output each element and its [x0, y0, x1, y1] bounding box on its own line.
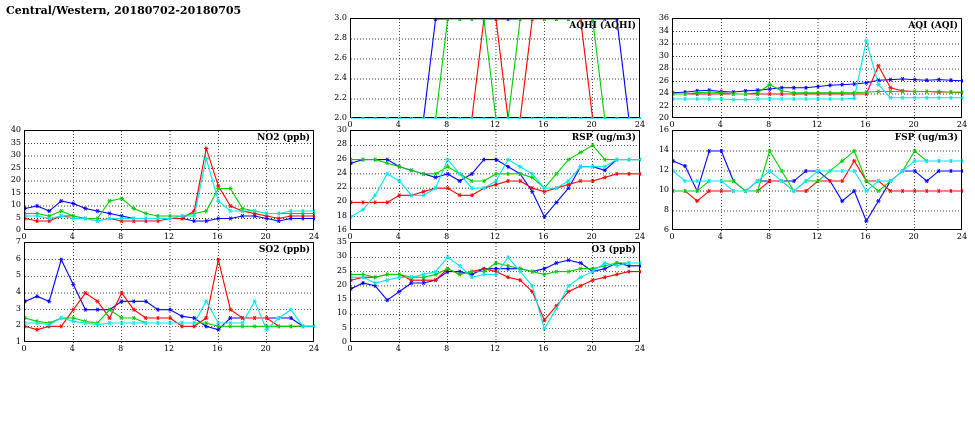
y-tick-label: 5 — [341, 322, 347, 332]
x-tick-label: 12 — [163, 232, 175, 241]
y-tick-label: 18 — [336, 210, 347, 220]
x-tick-label: 24 — [956, 120, 968, 129]
y-tick-label: 30 — [336, 251, 347, 261]
y-tick-label: 2.6 — [334, 53, 347, 62]
y-tick-label: 1 — [15, 337, 21, 346]
x-tick-label: 12 — [811, 120, 823, 129]
plot-area-no2 — [24, 130, 314, 230]
x-tick-label: 0 — [347, 120, 353, 129]
x-tick-label: 8 — [766, 120, 772, 129]
chart-title-aqhi: AQHI (AQHI) — [569, 21, 636, 31]
chart-title-rsp: RSP (ug/m3) — [571, 133, 636, 143]
y-tick-label: 24 — [658, 88, 669, 97]
y-tick-label: 20 — [336, 279, 347, 289]
x-tick-label: 4 — [69, 344, 75, 353]
x-tick-label: 0 — [669, 120, 675, 129]
y-tick-label: 30 — [336, 125, 347, 134]
x-tick-label: 12 — [489, 344, 501, 353]
y-tick-label: 10 — [658, 185, 669, 194]
plot-area-fsp — [672, 130, 962, 230]
y-tick-label: 36 — [658, 13, 669, 22]
y-tick-label: 20 — [658, 113, 669, 122]
y-tick-label: 20 — [336, 196, 347, 206]
x-tick-label: 12 — [163, 344, 175, 353]
plot-area-aqi — [672, 18, 962, 118]
y-tick-label: 6 — [663, 225, 669, 234]
x-tick-label: 16 — [538, 344, 549, 353]
y-tick-label: 28 — [336, 139, 347, 149]
chart-title-aqi: AQI (AQI) — [908, 21, 958, 31]
y-tick-label: 20 — [10, 175, 21, 184]
x-tick-label: 0 — [347, 232, 353, 241]
y-tick-label: 16 — [336, 225, 347, 234]
x-tick-label: 20 — [260, 344, 271, 353]
x-tick-label: 12 — [489, 232, 501, 241]
y-tick-label: 14 — [658, 145, 669, 154]
plot-area-aqhi — [350, 18, 640, 118]
y-tick-label: 34 — [658, 25, 669, 35]
x-tick-label: 8 — [766, 232, 772, 241]
y-tick-label: 6 — [15, 253, 21, 263]
y-tick-label: 2 — [15, 320, 21, 330]
x-tick-label: 4 — [717, 120, 723, 129]
x-tick-label: 0 — [669, 232, 675, 241]
y-tick-label: 5 — [15, 270, 21, 280]
y-tick-label: 7 — [15, 237, 21, 246]
chart-panel-no2 — [10, 125, 320, 246]
y-tick-label: 10 — [336, 308, 347, 318]
page-title: Central/Western, 20180702-20180705 — [6, 4, 242, 17]
y-tick-label: 25 — [10, 162, 21, 172]
x-tick-label: 20 — [908, 120, 919, 129]
y-tick-label: 22 — [336, 182, 347, 192]
y-tick-label: 2.4 — [334, 73, 347, 82]
x-tick-label: 24 — [308, 232, 320, 241]
y-tick-label: 0 — [15, 225, 21, 234]
y-tick-label: 28 — [658, 63, 669, 72]
x-tick-label: 20 — [586, 344, 597, 353]
x-tick-label: 12 — [489, 120, 501, 129]
plot-area-rsp — [350, 130, 640, 230]
x-tick-label: 4 — [69, 232, 75, 241]
x-tick-label: 20 — [908, 232, 919, 241]
x-tick-label: 0 — [21, 344, 27, 353]
chart-title-no2: NO2 (ppb) — [257, 133, 310, 143]
y-tick-label: 5 — [15, 212, 21, 222]
plot-area-so2 — [24, 242, 314, 342]
chart-panel-o3 — [336, 237, 646, 358]
x-tick-label: 12 — [811, 232, 823, 241]
plot-area-o3 — [350, 242, 640, 342]
y-tick-label: 35 — [10, 137, 21, 147]
x-tick-label: 8 — [444, 232, 450, 241]
y-tick-label: 25 — [336, 265, 347, 275]
chart-title-so2: SO2 (ppb) — [258, 245, 310, 255]
chart-panel-so2 — [15, 237, 320, 358]
y-tick-label: 15 — [10, 187, 21, 197]
y-tick-label: 32 — [658, 38, 669, 47]
chart-panel-aqi — [658, 13, 968, 134]
y-tick-label: 15 — [336, 294, 347, 304]
y-tick-label: 3.0 — [334, 13, 347, 22]
x-tick-label: 20 — [586, 120, 597, 129]
y-tick-label: 12 — [658, 165, 669, 174]
y-tick-label: 10 — [10, 200, 21, 209]
x-tick-label: 8 — [118, 232, 124, 241]
y-tick-label: 8 — [663, 205, 669, 214]
y-tick-label: 2.0 — [334, 113, 347, 122]
y-tick-label: 26 — [658, 75, 669, 85]
y-tick-label: 2.2 — [334, 93, 347, 102]
chart-panel-fsp — [658, 125, 968, 246]
x-tick-label: 24 — [634, 344, 646, 353]
x-tick-label: 16 — [860, 120, 871, 129]
x-tick-label: 16 — [538, 232, 549, 241]
chart-title-o3: O3 (ppb) — [591, 245, 636, 255]
x-tick-label: 0 — [347, 344, 353, 353]
x-tick-label: 20 — [260, 232, 271, 241]
chart-title-fsp: FSP (ug/m3) — [894, 133, 958, 143]
x-tick-label: 24 — [634, 120, 646, 129]
x-tick-label: 0 — [21, 232, 27, 241]
x-tick-label: 4 — [717, 232, 723, 241]
x-tick-label: 24 — [634, 232, 646, 241]
y-tick-label: 40 — [10, 125, 21, 134]
x-tick-label: 4 — [395, 232, 401, 241]
x-tick-label: 8 — [444, 120, 450, 129]
x-tick-label: 24 — [956, 232, 968, 241]
x-tick-label: 8 — [118, 344, 124, 353]
y-tick-label: 2.8 — [334, 33, 347, 42]
x-tick-label: 24 — [308, 344, 320, 353]
x-tick-label: 4 — [395, 120, 401, 129]
x-tick-label: 8 — [444, 344, 450, 353]
x-tick-label: 16 — [212, 344, 223, 353]
x-tick-label: 16 — [860, 232, 871, 241]
y-tick-label: 3 — [15, 303, 21, 313]
y-tick-label: 26 — [336, 153, 347, 163]
y-tick-label: 16 — [658, 125, 669, 134]
x-tick-label: 16 — [212, 232, 223, 241]
x-tick-label: 16 — [538, 120, 549, 129]
series-markers — [351, 255, 641, 330]
series-line — [25, 149, 315, 222]
chart-panel-aqhi — [334, 13, 646, 134]
y-tick-label: 30 — [658, 50, 669, 60]
y-tick-label: 0 — [341, 337, 347, 346]
x-tick-label: 20 — [586, 232, 597, 241]
y-tick-label: 35 — [336, 237, 347, 246]
x-tick-label: 4 — [395, 344, 401, 353]
y-tick-label: 22 — [658, 100, 669, 110]
y-tick-label: 30 — [10, 150, 21, 159]
y-tick-label: 4 — [15, 287, 21, 296]
y-tick-label: 24 — [336, 167, 347, 177]
